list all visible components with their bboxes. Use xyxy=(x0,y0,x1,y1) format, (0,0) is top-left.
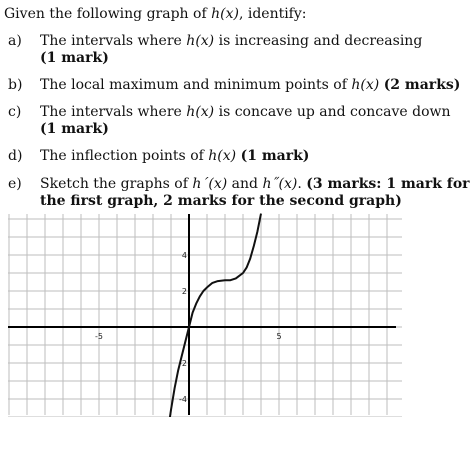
intro-after: , identify: xyxy=(238,6,307,22)
marks-label: (1 mark) xyxy=(40,121,109,137)
first-derivative-name: h´ xyxy=(192,176,209,192)
question-label: b) xyxy=(8,77,23,93)
intro-function: h xyxy=(211,6,221,22)
function-name: h xyxy=(351,77,361,93)
function-argument: (x) xyxy=(217,148,237,164)
question-text-middle: and xyxy=(227,176,263,192)
question-text-end: . xyxy=(297,176,307,192)
y-tick-label: 2 xyxy=(181,287,187,296)
function-curve xyxy=(166,214,261,417)
question-label: c) xyxy=(8,104,22,120)
intro-before: Given the following graph of xyxy=(4,6,212,22)
y-tick-label: 4 xyxy=(181,251,187,260)
function-graph xyxy=(0,212,410,417)
second-derivative-argument: (x) xyxy=(278,176,298,192)
question-label: a) xyxy=(8,33,22,49)
intro-argument: (x) xyxy=(220,6,239,22)
intro-text xyxy=(4,6,307,23)
question-text: Sketch the graphs of xyxy=(40,176,193,192)
curve-layer xyxy=(166,214,261,417)
function-name: h xyxy=(186,104,196,120)
second-derivative-name: h˝ xyxy=(262,176,279,192)
y-tick-label: -4 xyxy=(179,395,187,404)
grid-lines xyxy=(8,214,402,417)
question-text: The intervals where xyxy=(40,33,187,49)
x-tick-label: 5 xyxy=(276,332,282,341)
marks-label: (1 mark) xyxy=(40,50,109,66)
function-name: h xyxy=(208,148,218,164)
question-text-end: is concave up and concave down xyxy=(214,104,451,120)
function-argument: (x) xyxy=(195,104,215,120)
question-label: e) xyxy=(8,176,22,192)
function-argument: (x) xyxy=(360,77,380,93)
question-text: The intervals where xyxy=(40,104,187,120)
axes xyxy=(8,214,396,415)
function-name: h xyxy=(186,33,196,49)
question-text: The inflection points of xyxy=(40,148,209,164)
x-tick-label: -5 xyxy=(95,332,103,341)
marks-label: (3 marks: 1 mark for xyxy=(306,176,470,192)
marks-label: (2 marks) xyxy=(383,77,461,93)
question-text-end: is increasing and decreasing xyxy=(214,33,423,49)
function-argument: (x) xyxy=(195,33,215,49)
marks-label: (1 mark) xyxy=(240,148,310,164)
y-tick-label: -2 xyxy=(179,359,187,368)
marks-label-continued: the first graph, 2 marks for the second graph) xyxy=(40,193,402,209)
first-derivative-argument: (x) xyxy=(208,176,228,192)
question-label: d) xyxy=(8,148,23,164)
question-text: The local maximum and minimum points of xyxy=(40,77,352,93)
